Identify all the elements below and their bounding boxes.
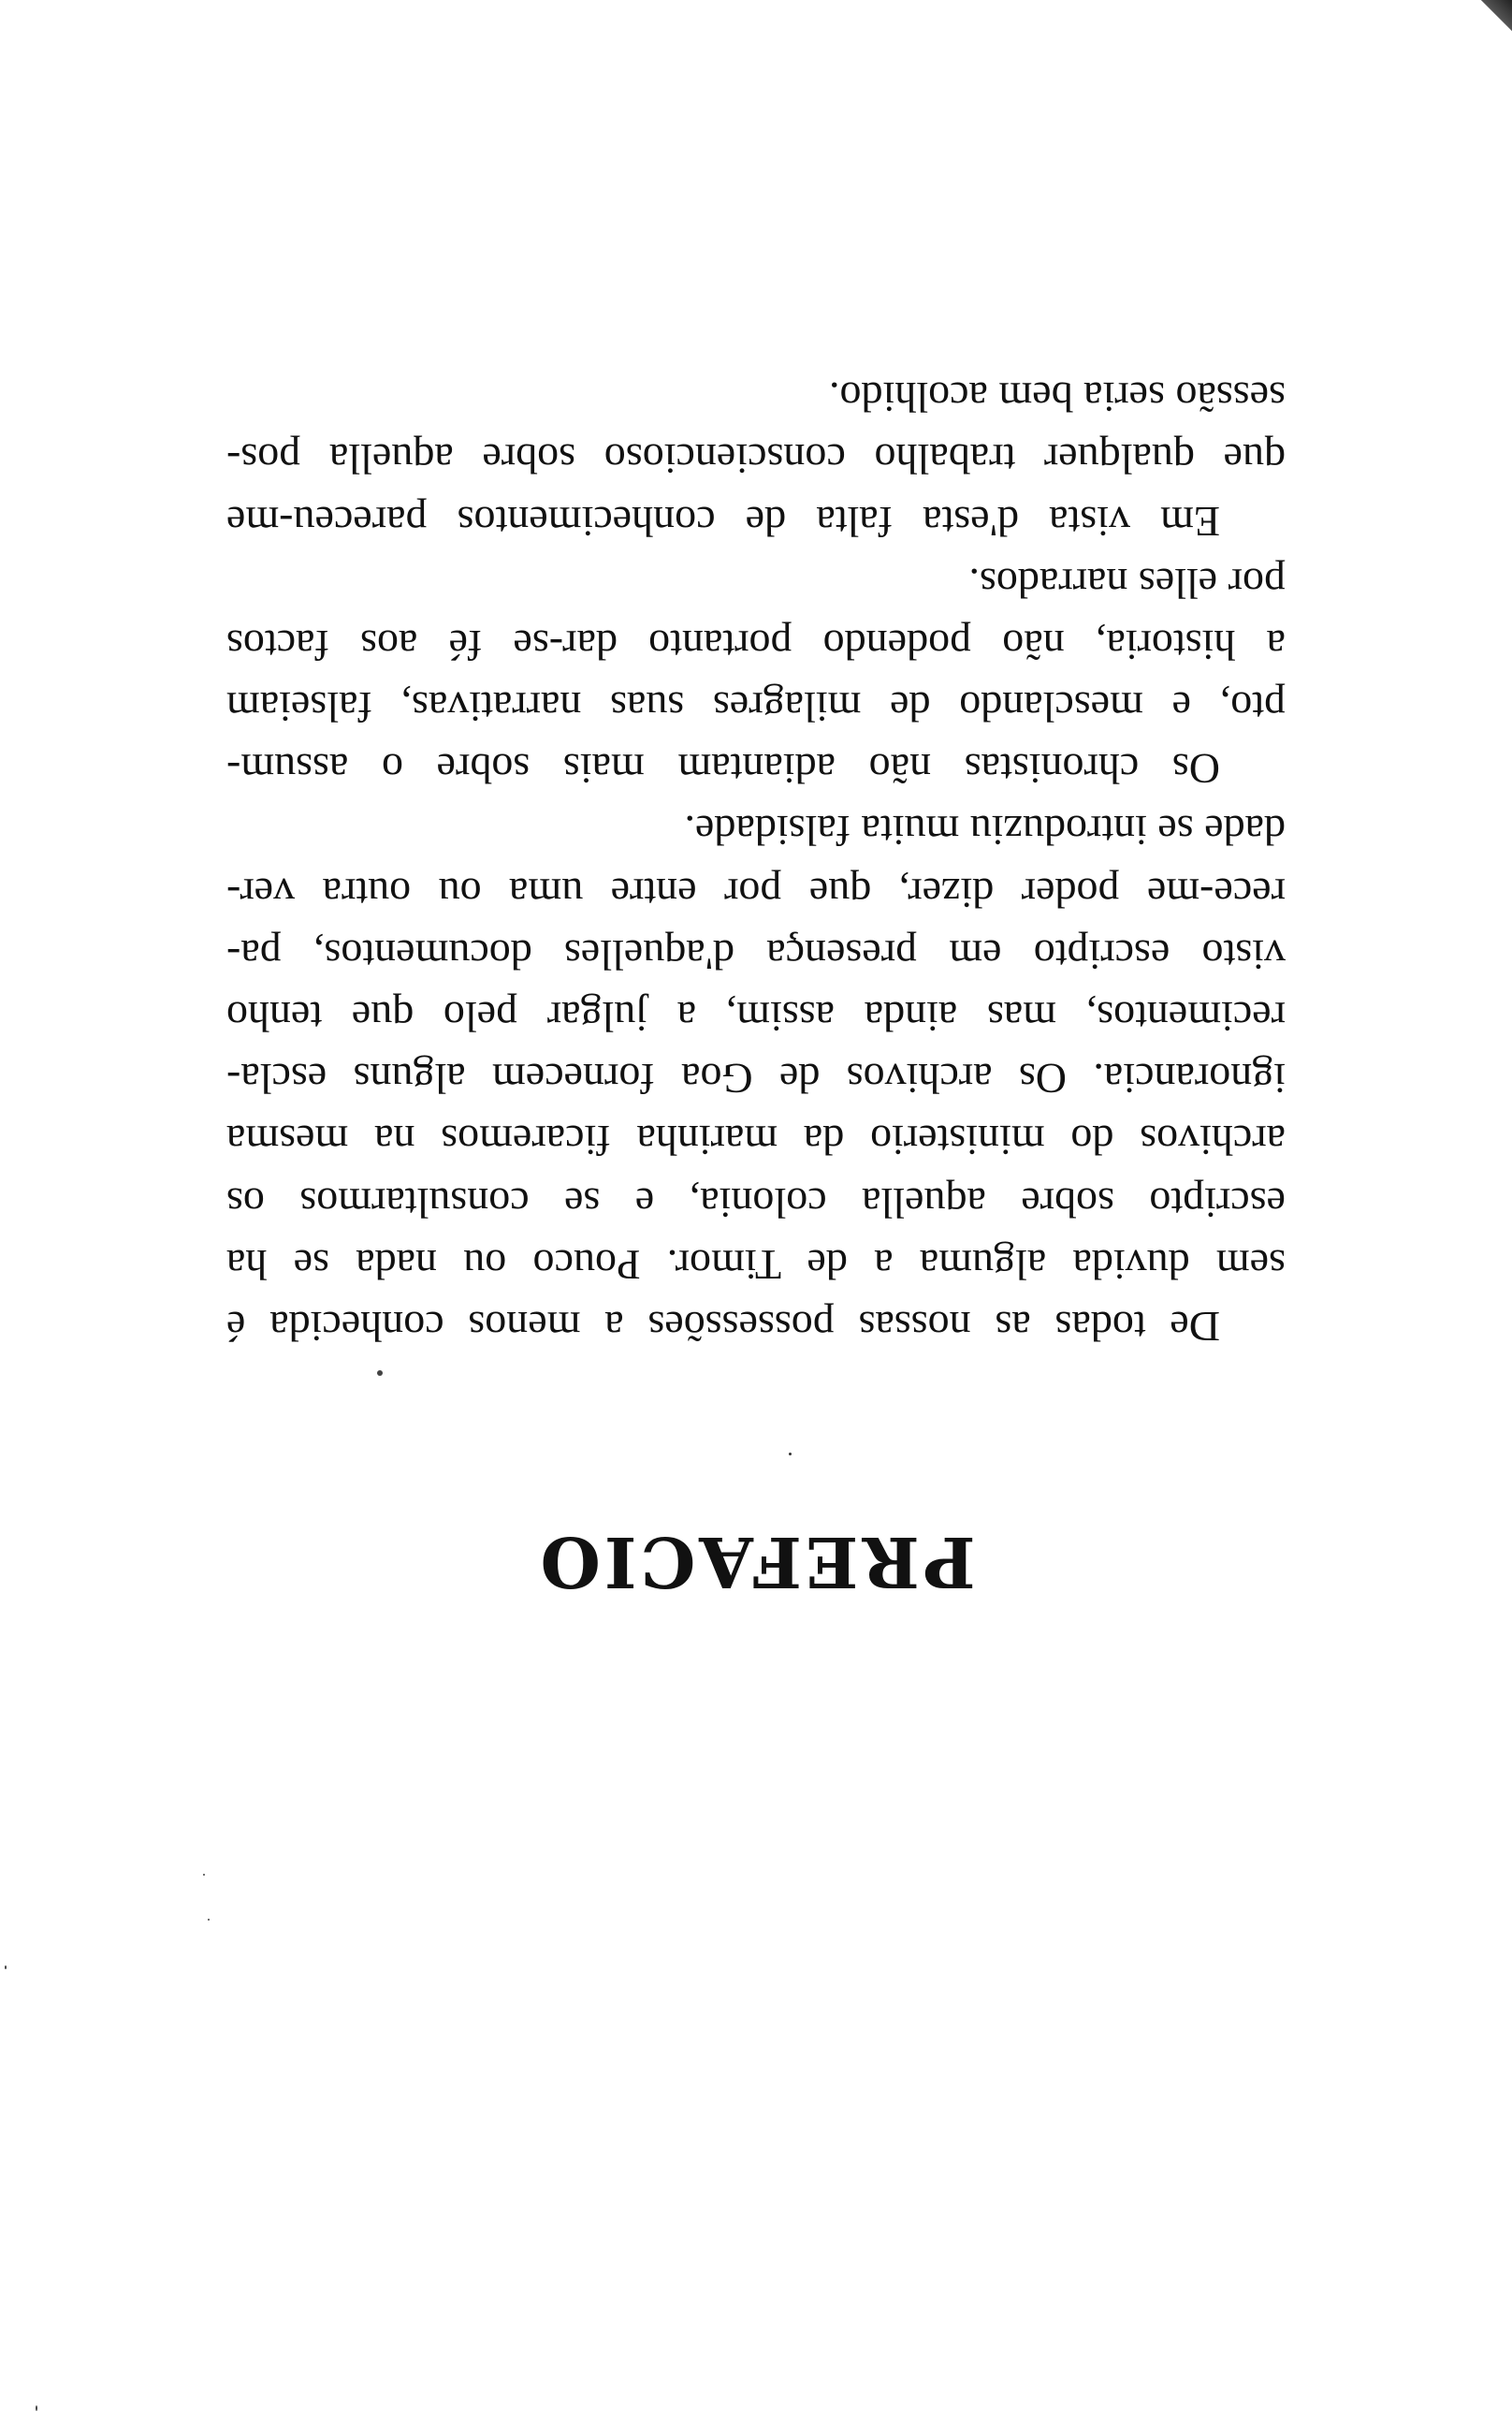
text-line: a historia, não podendo portanto dar-se fé aos factos [226,621,1286,669]
text-line: visto escripto em presença d'aquelles documentos, pa- [226,930,1286,979]
scan-corner-mark [1476,0,1512,41]
text-line: rece-me poder dizer, que por entre uma ou outra ver- [226,869,1286,917]
ink-speck [36,2405,37,2411]
ink-speck [377,1370,383,1376]
text-line: sessão seria bem acolhido. [829,373,1286,422]
text-line: Os chronistas não adiantam mais sobre o assum- [226,745,1220,794]
preface-body [226,366,1286,1357]
text-line: archivos do ministerio da marinha ficaremos na mesma [226,1117,1286,1165]
ink-speck [203,1874,205,1876]
text-line: recimentos, mas ainda assim, a julgar pelo que tenho [226,993,1286,1042]
text-line: dade se introduziu muita falsidade. [684,807,1286,855]
text-line: Em vista d'esta falta de conhecimentos pareceu-me [226,497,1220,546]
page-title: PREFACIO [536,1521,976,1601]
text-line: por elles narrados. [968,559,1286,607]
text-line: pto, e mesclando de milagres suas narrativas, falseiam [226,683,1286,732]
ink-speck [208,1919,210,1921]
text-line: ignorancia. Os archivos de Goa fornecem alguns escla- [226,1055,1286,1103]
text-line: escripto sobre aquella colonia, e se consultarmos os [226,1178,1286,1227]
text-line: que qualquer trabalho consciencioso sobre aquella pos- [226,435,1286,484]
ink-dot [789,1453,792,1455]
text-line: De todas as nossas possessões a menos conhecida é [226,1303,1220,1351]
ink-speck [5,1965,7,1969]
text-line: sem duvida alguma a de Timor. Pouco ou nada se ha [226,1240,1286,1289]
